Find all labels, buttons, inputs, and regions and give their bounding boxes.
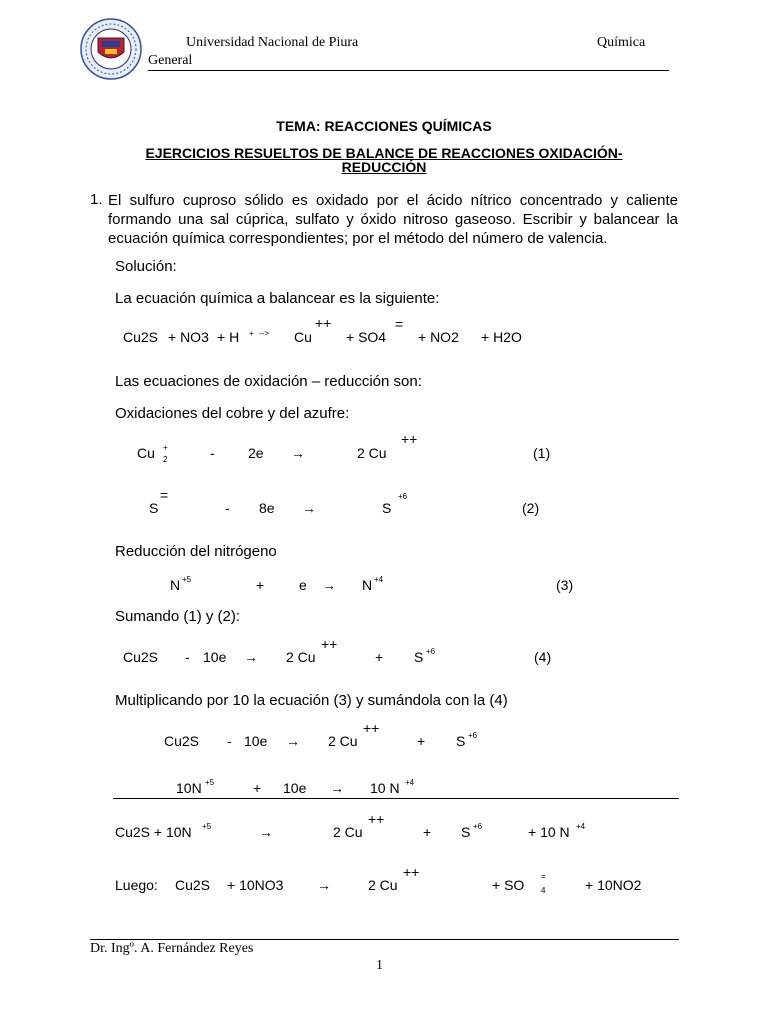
header-subject: Química — [597, 35, 646, 50]
eq1-rhs: 2 Cu — [357, 445, 387, 461]
eq6-e: 10e — [283, 780, 307, 796]
eq7-lhs-sup: +5 — [202, 822, 212, 831]
eq8-so-sub: 4 — [541, 886, 546, 895]
page-number: 1 — [376, 958, 383, 973]
multiplicando-label: Multiplicando por 10 la ecuación (3) y sumándola con la (4) — [115, 692, 508, 709]
eq7-cu: 2 Cu — [333, 824, 363, 840]
eq5-minus: - — [227, 733, 232, 749]
sum-rule — [113, 798, 679, 799]
eq1-arrow: → — [291, 445, 305, 461]
eq4-plus: + — [375, 649, 384, 665]
eq5-lhs: Cu2S — [164, 733, 200, 749]
eq-main-no3: + NO3 — [168, 329, 209, 345]
header-subject-cont: General — [148, 53, 193, 68]
eq2-lhs: S — [149, 500, 159, 516]
eq8-cu2s: Cu2S — [175, 877, 211, 893]
eq1-e: 2e — [248, 445, 264, 461]
eq3-arrow: → — [322, 577, 336, 593]
eq6-lhs: 10N — [176, 780, 202, 796]
eq5-s: S — [456, 733, 466, 749]
footer-rule — [90, 939, 679, 940]
eq7-plus: + — [423, 824, 432, 840]
eq1-lhs-sup: + — [163, 443, 168, 452]
eq1-minus: - — [210, 445, 215, 461]
eq4-s-sup: +6 — [426, 647, 436, 656]
eq-main-arrow: --> — [259, 329, 269, 338]
eq-main-cu2s: Cu2S — [123, 329, 159, 345]
ecuacion-intro: La ecuación química a balancear es la siguiente: — [115, 290, 440, 307]
eq7-cu-sup: ++ — [368, 811, 385, 827]
eq2-minus: - — [225, 500, 230, 516]
eq1-lhs-sub: 2 — [163, 455, 168, 464]
eq1-number: (1) — [533, 445, 551, 461]
eq3-rhs: N — [362, 577, 373, 593]
eq5-s-sup: +6 — [468, 731, 478, 740]
eq3-e: e — [299, 577, 307, 593]
sumando-label: Sumando (1) y (2): — [115, 608, 241, 625]
eq-main-h: + H — [217, 329, 240, 345]
eq-main-so4: + SO4 — [346, 329, 387, 345]
eq5-cu: 2 Cu — [328, 733, 358, 749]
eq-main-h2o: + H2O — [481, 329, 522, 345]
eq1-rhs-sup: ++ — [401, 431, 418, 447]
eq7-lhs: Cu2S + 10N — [115, 824, 192, 840]
eq2-e: 8e — [259, 500, 275, 516]
eq5-cu-sup: ++ — [363, 720, 380, 736]
seal-icon — [80, 18, 142, 80]
eq6-rhs: 10 N — [370, 780, 400, 796]
eq-main-h-sup: + — [249, 329, 254, 338]
eq8-no2: + 10NO2 — [585, 877, 642, 893]
subtitle-line2: REDUCCIÓN — [341, 159, 427, 175]
eq7-s-sup: +6 — [473, 822, 483, 831]
eq3-lhs-sup: +5 — [182, 575, 192, 584]
eq6-rhs-sup: +4 — [405, 778, 415, 787]
page-title: TEMA: REACCIONES QUÍMICAS — [276, 118, 492, 134]
eq-main-cu-sup: ++ — [315, 315, 332, 331]
eq5-arrow: → — [286, 733, 300, 749]
ecuaciones-redox-label: Las ecuaciones de oxidación – reducción son: — [115, 373, 422, 390]
eq2-arrow: → — [302, 500, 316, 516]
eq-main-so4-sup: = — [395, 316, 404, 332]
eq2-lhs-sup: = — [160, 487, 169, 503]
eq6-lhs-sup: +5 — [205, 778, 215, 787]
eq5-e: 10e — [244, 733, 268, 749]
eq1-lhs: Cu — [137, 445, 155, 461]
eq-main-no2: + NO2 — [418, 329, 459, 345]
eq8-arrow: → — [317, 877, 331, 893]
eq3-plus: + — [256, 577, 265, 593]
eq8-no3: + 10NO3 — [227, 877, 284, 893]
eq4-e: 10e — [203, 649, 227, 665]
eq8-cu-sup: ++ — [403, 864, 420, 880]
header-university: Universidad Nacional de Piura — [186, 35, 359, 50]
eq6-plus: + — [253, 780, 262, 796]
header-rule — [148, 70, 669, 71]
eq6-arrow: → — [330, 780, 344, 796]
problem-text: El sulfuro cuproso sólido es oxidado por el ácido nítrico concentrado y caliente formando una sal cúprica, sulfato y óxido nitroso gaseoso. Escribir y balancear la ecuación química correspondientes; por el método del número de valencia. — [108, 192, 678, 247]
eq7-n: + 10 N — [528, 824, 570, 840]
eq2-number: (2) — [522, 500, 540, 516]
problem-number: 1. — [90, 191, 103, 208]
eq3-rhs-sup: +4 — [374, 575, 384, 584]
eq8-so: + SO — [492, 877, 525, 893]
eq4-s: S — [414, 649, 424, 665]
eq7-s: S — [461, 824, 471, 840]
eq3-lhs: N — [170, 577, 181, 593]
eq4-minus: - — [185, 649, 190, 665]
reduccion-label: Reducción del nitrógeno — [115, 543, 277, 560]
eq4-cu-sup: ++ — [321, 636, 338, 652]
eq7-arrow: → — [259, 824, 273, 840]
eq8-so-sup: = — [541, 872, 546, 881]
eq3-number: (3) — [556, 577, 574, 593]
eq7-n-sup: +4 — [576, 822, 586, 831]
subtitle-line1: EJERCICIOS RESUELTOS DE BALANCE DE REACCIONES OXIDACIÓN- — [145, 145, 623, 161]
eq8-luego: Luego: — [115, 877, 158, 893]
eq8-cu: 2 Cu — [368, 877, 398, 893]
eq4-lhs: Cu2S — [123, 649, 159, 665]
eq2-rhs: S — [382, 500, 392, 516]
eq2-rhs-sup: +6 — [398, 492, 408, 501]
eq4-arrow: → — [244, 649, 258, 665]
eq-main-cu: Cu — [294, 329, 312, 345]
eq4-cu: 2 Cu — [286, 649, 316, 665]
footer-author: Dr. Ingº. A. Fernández Reyes — [90, 941, 254, 956]
eq4-number: (4) — [534, 649, 552, 665]
eq5-plus: + — [417, 733, 426, 749]
university-seal — [80, 18, 142, 80]
solucion-label: Solución: — [115, 258, 177, 275]
oxidaciones-label: Oxidaciones del cobre y del azufre: — [115, 405, 350, 422]
